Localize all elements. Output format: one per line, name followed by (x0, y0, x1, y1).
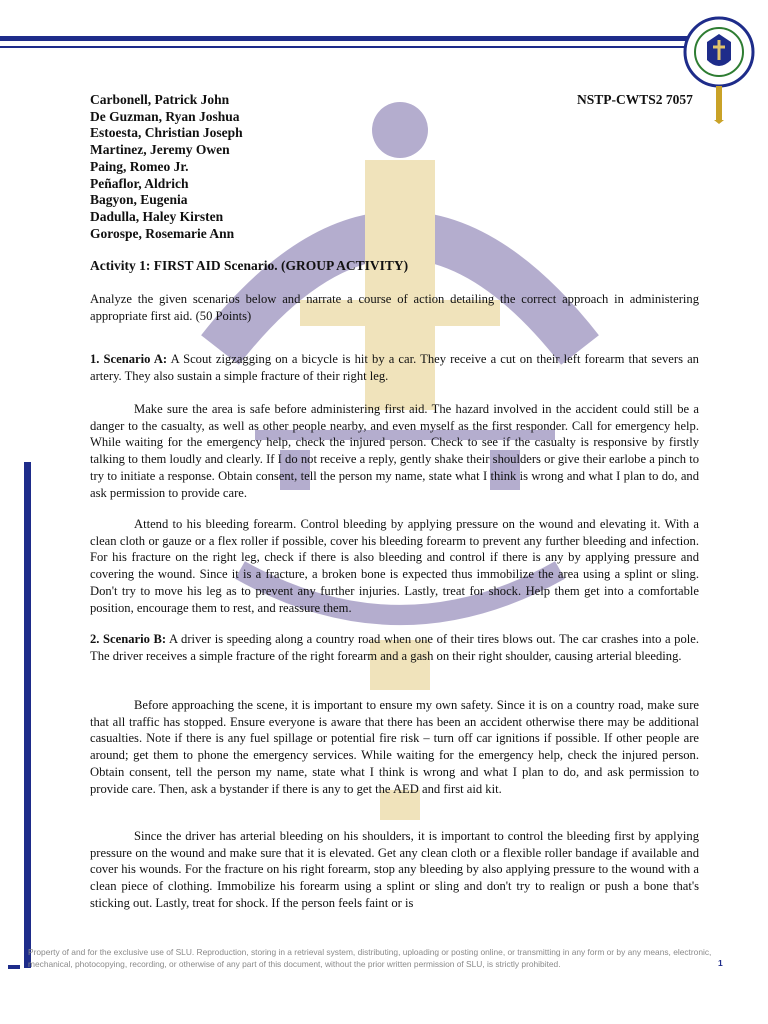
member-name: Dadulla, Haley Kirsten (90, 208, 224, 224)
activity-title: Activity 1: FIRST AID Scenario. (GROUP ACTIVITY) (90, 258, 409, 273)
scenario-b-label: 2. Scenario B: (90, 632, 167, 646)
scenario-b-response-2: Since the driver has arterial bleeding on his shoulders, it is important to control the bleeding first by applying pressure on the wound and make sure that it is elevated. Get any clean cloth or a flexible roller bandage if available and cover his wounds. For the fracture on his right forearm, stop any bleeding by also applying pressure to the wound with a clean piece of clothing. Immobilize his forearm using a splint or sling and don't try to realign or push a bone that's sticking out. Lastly, treat for shock. If the person feels faint or is (90, 829, 699, 910)
page-number: 1 (718, 958, 723, 968)
scenario-b-prompt (90, 631, 699, 664)
copyright-notice: Property of and for the exclusive use of SLU. Reproduction, storing in a retrieval system, distributing, uploading or posting online, or transmitting in any form or by any means, electronic, mechanical, photocopying, recording, or otherwise of any part of this document, without the prior written permission of SLU, is strictly prohibited. (28, 947, 712, 969)
scenario-a-prompt (90, 351, 699, 384)
member-name: Carbonell, Patrick John (90, 92, 230, 107)
member-name: Gorospe, Rosemarie Ann (90, 225, 235, 241)
course-code: NSTP-CWTS2 7057 (577, 92, 693, 107)
member-name: Peñaflor, Aldrich (90, 175, 189, 191)
scenario-b-response-1: Before approaching the scene, it is important to ensure my own safety. Since it is on a country road, make sure that all traffic has stopped. Ensure everyone is aware that there has been an accident otherwise there may be additional casualties. Note if there is any fuel spillage or potential fire risk – turn off car ignitions if possible. If other people are around; get them to phone the emergency services. While waiting for the emergency help, check the injured person. Obtain consent, tell the person my name, state what I think is wrong and what I plan to do, and ask permission to provide care. Then, ask a bystander if there is any to get the AED and first aid kit. (90, 698, 699, 796)
scenario-a-label: 1. Scenario A: (90, 352, 168, 366)
scenario-b-text: A driver is speeding along a country road when one of their tires blows out. The car crashes into a pole. The driver receives a simple fracture of the right forearm and a gash on their right shoulder, causing arterial bleeding. (90, 632, 699, 663)
member-name: Martinez, Jeremy Owen (90, 142, 230, 158)
left-margin-tick (8, 965, 20, 969)
header-rule-thin (0, 46, 696, 48)
left-margin-bar (24, 462, 31, 968)
instructions: Analyze the given scenarios below and narrate a course of action detailing the correct approach in administering appropriate first aid. (50 Points) (90, 292, 699, 323)
group-member-list (90, 92, 243, 242)
member-name: Estoesta, Christian Joseph (90, 125, 243, 141)
scenario-a-text: A Scout zigzagging on a bicycle is hit by a car. They receive a cut on their left forearm that severs an artery. They also sustain a simple fracture of their right leg. (90, 352, 699, 383)
member-name: Bagyon, Eugenia (90, 192, 188, 208)
member-name: De Guzman, Ryan Joshua (90, 108, 240, 124)
scenario-a-response-2: Attend to his bleeding forearm. Control bleeding by applying pressure on the wound and elevating it. With a clean cloth or gauze or a flex roller if possible, cover his bleeding forearm to prevent any further bleeding and infection. For his fracture on the right leg, check if there is also bleeding and control if there is any by applying pressure and covering the wound. Since it is a fracture, a broken bone is expected thus immobilize the area using a splint or sling. Don't try to move his leg as to prevent any further injuries. Lastly, treat for shock. Help them get into a comfortable position, encourage them to rest, and reassure them. (90, 517, 699, 615)
member-name: Paing, Romeo Jr. (90, 158, 189, 174)
header-rule-thick (0, 36, 696, 41)
scenario-a-response-1: Make sure the area is safe before administering first aid. The hazard involved in the accident could still be a danger to the casualty, as well as other people nearby, and even myself as the first responder. Call for emergency help. While waiting for the emergency help, check the injured person. Check to see if the casualty is responsive by firstly talking to them loudly and clearly. If I do not receive a reply, gently shake their shoulders or give their earlobe a pinch to try to initiate a response. Obtain consent, tell the person my name, state what I think is wrong and what I plan to do, and ask permission to provide care. (90, 402, 699, 500)
